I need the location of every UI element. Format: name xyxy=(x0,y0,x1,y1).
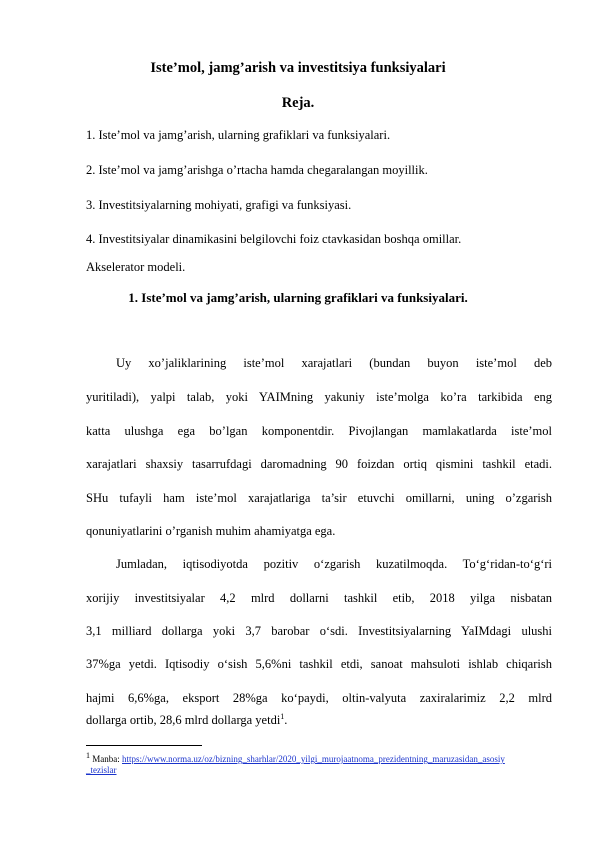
paragraph-end: . xyxy=(284,713,288,727)
section-heading: 1. Iste’mol va jamg’arish, ularning grafiklari va funksiyalari. xyxy=(128,290,468,305)
paragraph-text: dollarga ortib, 28,6 mlrd dollarga yetdi xyxy=(86,713,281,727)
paragraph-line: katta ulushga ega bo’lgan komponentdir. Pivojlangan mamlakatlarda iste’mol xyxy=(86,424,552,438)
paragraph-line: xarajatlari shaxsiy tasarrufdagi daromadning 90 foizdan ortiq qismini tashkil etadi. xyxy=(86,457,552,471)
footnote-prefix: Manba: xyxy=(90,754,122,764)
plan-item: 3. Investitsiyalarning mohiyati, grafigi va funksiyasi. xyxy=(86,198,352,212)
plan-item: Akselerator modeli. xyxy=(86,260,186,274)
paragraph-line: yuritiladi), yalpi talab, yoki YAIMning yakuniy iste’molga ko’ra tarkibida eng xyxy=(86,390,552,404)
plan-item: 4. Investitsiyalar dinamikasini belgilovchi foiz ctavkasidan boshqa omillar. xyxy=(86,232,462,246)
footnote-link[interactable]: https://www.norma.uz/oz/bizning_sharhlar/2020_yilgi_murojaatnoma_prezidentning_maruzasidan_asosiy xyxy=(122,754,505,764)
paragraph-line: 3,1 milliard dollarga yoki 3,7 barobar o‘sdi. Investitsiyalarning YaIMdagi ulushi xyxy=(86,624,552,638)
footnote-number: 1 xyxy=(86,751,90,760)
document-title: Iste’mol, jamg’arish va investitsiya funksiyalari xyxy=(150,60,446,76)
footnote-link-continuation[interactable]: _tezislar xyxy=(86,765,117,775)
paragraph-line: Jumladan, iqtisodiyotda pozitiv o‘zgarish kuzatilmoqda. To‘g‘ridan-to‘g‘ri xyxy=(116,557,552,571)
plan-item: 1. Iste’mol va jamg’arish, ularning grafiklari va funksiyalari. xyxy=(86,128,391,142)
footnote-reference[interactable]: 1 xyxy=(280,711,285,721)
plan-item: 2. Iste’mol va jamg’arishga o’rtacha hamda chegaralangan moyillik. xyxy=(86,163,428,177)
paragraph-line: qonuniyatlarini o’rganish muhim ahamiyatga ega. xyxy=(86,524,336,538)
paragraph-line: Uy xo’jaliklarining iste’mol xarajatlari (bundan buyon iste’mol deb xyxy=(116,356,552,370)
footnote-divider xyxy=(86,745,202,746)
paragraph-line: 37%ga yetdi. Iqtisodiy o‘sish 5,6%ni tashkil etdi, sanoat mahsuloti ishlab chiqarish xyxy=(86,657,552,671)
footnote xyxy=(86,751,556,776)
plan-heading: Reja. xyxy=(281,95,315,111)
paragraph-line: hajmi 6,6%ga, eksport 28%ga ko‘paydi, oltin-valyuta zaxiralarimiz 2,2 mlrd xyxy=(86,691,552,705)
paragraph-line-last xyxy=(86,713,552,731)
paragraph-line: SHu tufayli ham iste’mol xarajatlariga ta’sir etuvchi omillarni, uning o’zgarish xyxy=(86,491,552,505)
paragraph-line: xorijiy investitsiyalar 4,2 mlrd dollarni tashkil etib, 2018 yilga nisbatan xyxy=(86,591,552,605)
